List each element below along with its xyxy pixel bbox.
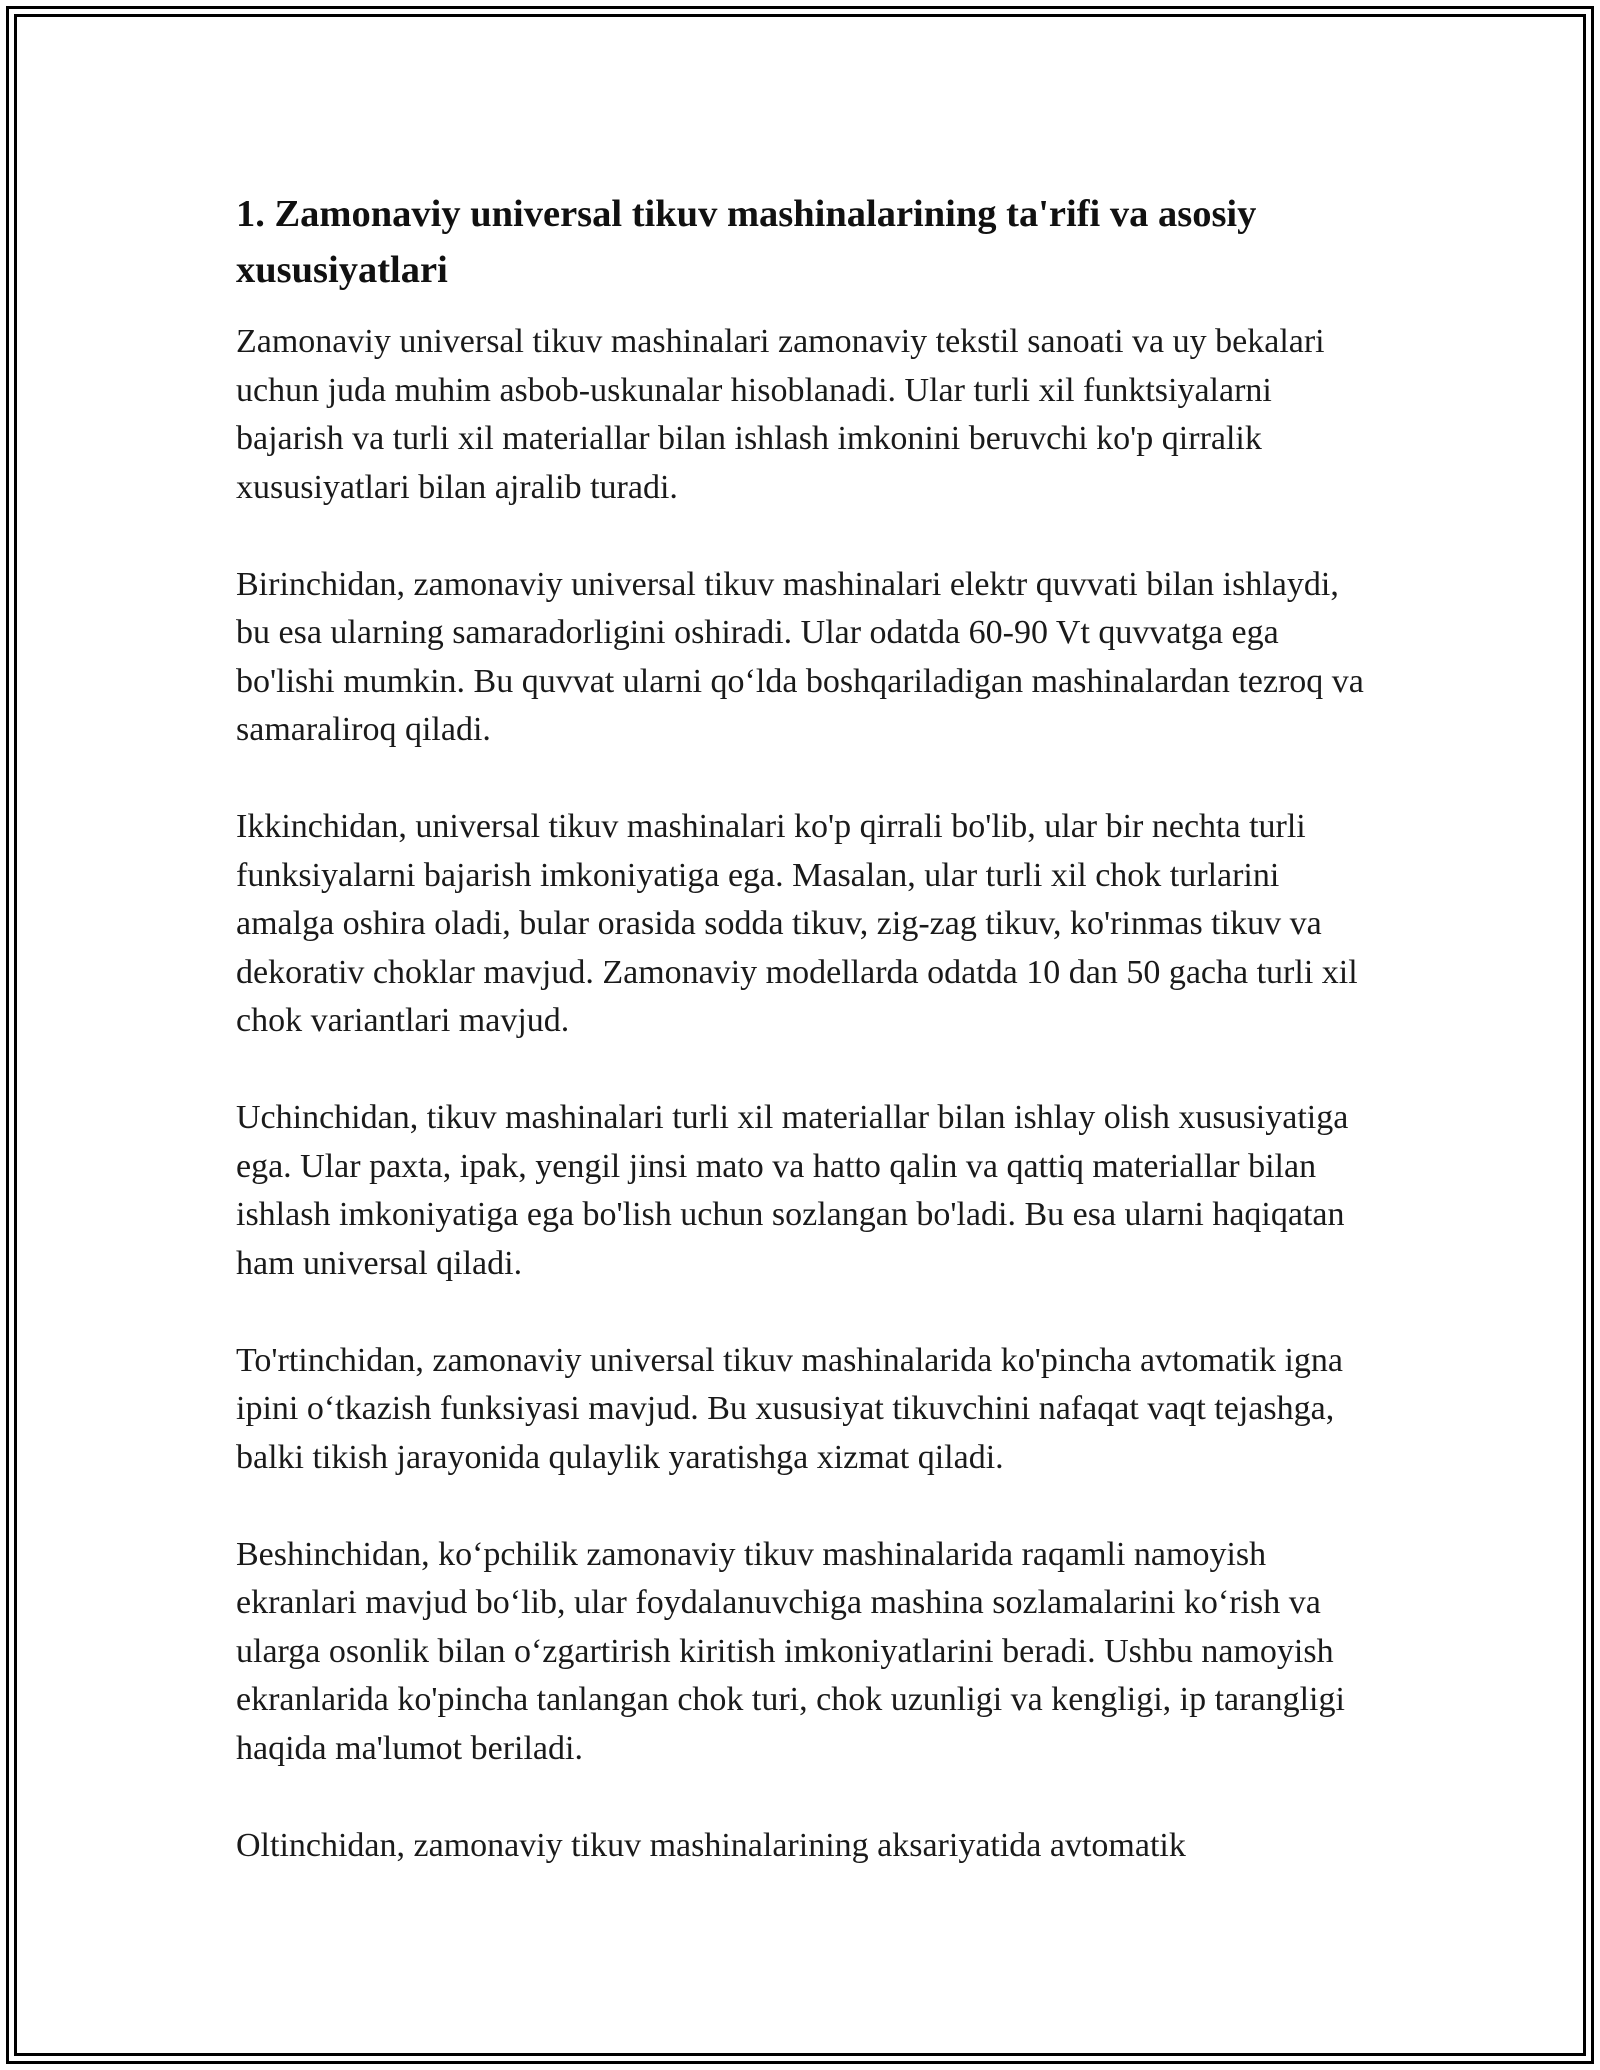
section-heading: 1. Zamonaviy universal tikuv mashinalarining ta'rifi va asosiy xususiyatlari bbox=[236, 193, 1257, 291]
paragraph-third: Uchinchidan, tikuv mashinalari turli xil materiallar bilan ishlay olish xususiyatiga ega. Ular paxta, ipak, yengil jinsi mato va hatto qalin va qattiq materiallar bilan ishlash imkoniyatiga ega bo'lish uchun sozlangan bo'ladi. Bu esa ularni haqiqatan ham universal qiladi. bbox=[236, 1099, 1349, 1282]
document-body bbox=[236, 186, 1376, 1919]
paragraph-sixth: Oltinchidan, zamonaviy tikuv mashinalarining aksariyatida avtomatik bbox=[236, 1826, 1186, 1864]
paragraph-fifth: Beshinchidan, ko‘pchilik zamonaviy tikuv mashinalarida raqamli namoyish ekranlari mavjud bo‘lib, ular foydalanuvchiga mashina sozlamalarini ko‘rish va ularga osonlik bilan o‘zgartirish kiritish imkoniyatlarini beradi. Ushbu namoyish ekranlarida ko'pincha tanlangan chok turi, chok uzunligi va kengligi, ip tarangligi haqida ma'lumot beriladi. bbox=[236, 1535, 1345, 1767]
paragraph-intro: Zamonaviy universal tikuv mashinalari zamonaviy tekstil sanoati va uy bekalari uchun juda muhim asbob-uskunalar hisoblanadi. Ular turli xil funktsiyalarni bajarish va turli xil materiallar bilan ishlash imkonini beruvchi ko'p qirralik xususiyatlari bilan ajralib turadi. bbox=[236, 323, 1325, 506]
paragraph-second: Ikkinchidan, universal tikuv mashinalari ko'p qirrali bo'lib, ular bir nechta turli funksiyalarni bajarish imkoniyatiga ega. Masalan, ular turli xil chok turlarini amalga oshira oladi, bular orasida sodda tikuv, zig-zag tikuv, ko'rinmas tikuv va dekorativ choklar mavjud. Zamonaviy modellarda odatda 10 dan 50 gacha turli xil chok variantlari mavjud. bbox=[236, 808, 1358, 1039]
paragraph-fourth: To'rtinchidan, zamonaviy universal tikuv mashinalarida ko'pincha avtomatik igna ipini o‘tkazish funksiyasi mavjud. Bu xususiyat tikuvchini nafaqat vaqt tejashga, balki tikish jarayonida qulaylik yaratishga xizmat qiladi. bbox=[236, 1341, 1344, 1476]
paragraph-first: Birinchidan, zamonaviy universal tikuv mashinalari elektr quvvati bilan ishlaydi, bu esa ularning samaradorligini oshiradi. Ular odatda 60-90 Vt quvvatga ega bo'lishi mumkin. Bu quvvat ularni qo‘lda boshqariladigan mashinalardan tezroq va samaraliroq qiladi. bbox=[236, 565, 1364, 748]
